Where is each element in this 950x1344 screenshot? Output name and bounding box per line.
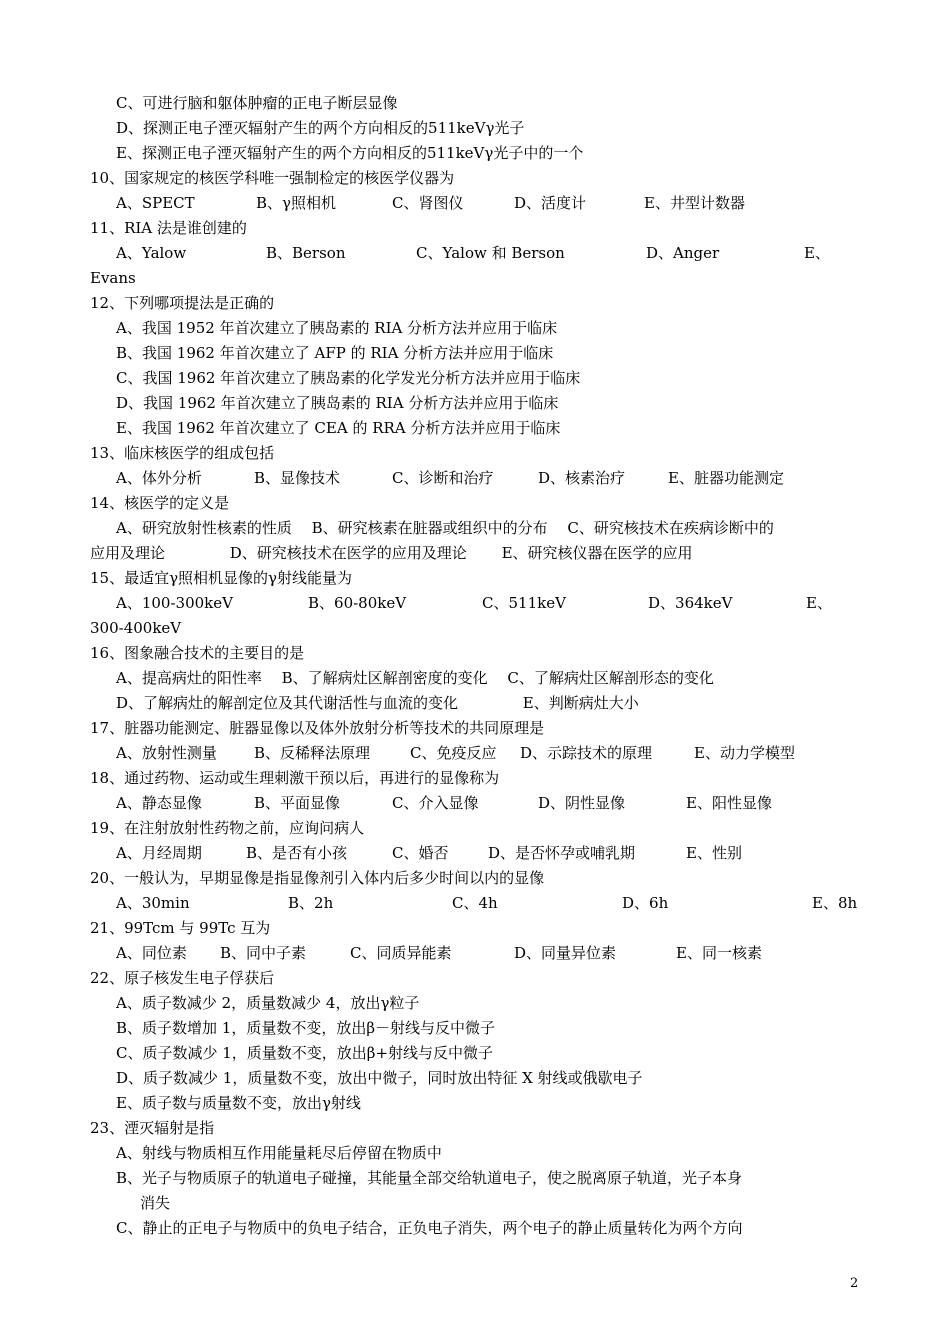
question-stem: 12、下列哪项提法是正确的	[90, 294, 275, 312]
option-row	[116, 841, 890, 866]
option-row	[116, 191, 890, 216]
question-stem: 21、99Tcm 与 99Tc 互为	[90, 919, 271, 937]
option-text: E、质子数与质量数不变，放出γ射线	[116, 1094, 361, 1112]
option-row	[116, 941, 890, 966]
option: C、婚否	[392, 844, 449, 862]
option: A、放射性测量	[116, 744, 217, 762]
option-text: C、我国 1962 年首次建立了胰岛素的化学发光分析方法并应用于临床	[116, 369, 581, 387]
option: B、Berson	[266, 244, 346, 262]
option: A、同位素	[116, 944, 187, 962]
question-stem: 17、脏器功能测定、脏器显像以及体外放射分析等技术的共同原理是	[90, 719, 545, 737]
option: E、脏器功能测定	[668, 469, 784, 487]
option-text: A、提高病灶的阳性率 B、了解病灶区解剖密度的变化 C、了解病灶区解剖形态的变化	[116, 669, 714, 687]
option-text: D、探测正电子湮灭辐射产生的两个方向相反的511keVγ光子	[116, 119, 525, 137]
option: B、显像技术	[254, 469, 341, 487]
option: E、井型计数器	[644, 194, 745, 212]
page-number: 2	[850, 1276, 859, 1291]
option-text: 300-400keV	[90, 619, 182, 637]
option: D、是否怀孕或哺乳期	[488, 844, 636, 862]
option: A、SPECT	[116, 194, 195, 212]
option: B、γ照相机	[256, 194, 336, 212]
option-text: 应用及理论 D、研究核技术在医学的应用及理论 E、研究核仪器在医学的应用	[90, 544, 693, 562]
option-text: C、质子数减少 1，质量数不变，放出β+射线与反中微子	[116, 1044, 494, 1062]
option-text: D、了解病灶的解剖定位及其代谢活性与血流的变化 E、判断病灶大小	[116, 694, 639, 712]
option: A、静态显像	[116, 794, 202, 812]
question-stem: 11、RIA 法是谁创建的	[90, 219, 247, 237]
option-row	[116, 741, 890, 766]
option-text: E、我国 1962 年首次建立了 CEA 的 RRA 分析方法并应用于临床	[116, 419, 561, 437]
option-row	[116, 466, 890, 491]
question-stem: 22、原子核发生电子俘获后	[90, 969, 275, 987]
question-stem: 16、图象融合技术的主要目的是	[90, 644, 305, 662]
option: B、60-80keV	[308, 594, 407, 612]
option: A、月经周期	[116, 844, 202, 862]
option-text: A、质子数减少 2，质量数减少 4，放出γ粒子	[116, 994, 420, 1012]
option: A、30min	[116, 894, 190, 912]
option: C、肾图仪	[392, 194, 464, 212]
question-stem: 10、国家规定的核医学科唯一强制检定的核医学仪器为	[90, 169, 455, 187]
option: D、阴性显像	[538, 794, 626, 812]
option-text: B、质子数增加 1，质量数不变，放出β－射线与反中微子	[116, 1019, 496, 1037]
question-stem: 23、湮灭辐射是指	[90, 1119, 215, 1137]
option: C、介入显像	[392, 794, 479, 812]
option: E、动力学模型	[694, 744, 795, 762]
option-text: Evans	[90, 269, 136, 287]
question-stem: 13、临床核医学的组成包括	[90, 444, 275, 462]
option: E、性别	[686, 844, 742, 862]
option: B、2h	[288, 894, 334, 912]
option: A、100-300keV	[116, 594, 233, 612]
option-text: B、光子与物质原子的轨道电子碰撞，其能量全部交给轨道电子，使之脱离原子轨道，光子本身	[116, 1169, 743, 1187]
option-text: A、研究放射性核素的性质 B、研究核素在脏器或组织中的分布 C、研究核技术在疾病诊断中的	[116, 519, 774, 537]
option: D、Anger	[646, 244, 720, 262]
option: E、	[804, 244, 830, 262]
option-text: A、我国 1952 年首次建立了胰岛素的 RIA 分析方法并应用于临床	[116, 319, 558, 337]
option: D、同量异位素	[514, 944, 617, 962]
option-row	[116, 891, 890, 916]
option-row	[116, 591, 890, 616]
option: D、364keV	[648, 594, 733, 612]
option-text: 消失	[140, 1194, 171, 1212]
option: C、511keV	[482, 594, 566, 612]
option: D、活度计	[514, 194, 587, 212]
option-text: D、质子数减少 1，质量数不变，放出中微子，同时放出特征 X 射线或俄歇电子	[116, 1069, 643, 1087]
question-stem: 14、核医学的定义是	[90, 494, 230, 512]
question-stem: 15、最适宜γ照相机显像的γ射线能量为	[90, 569, 353, 587]
option-text: B、我国 1962 年首次建立了 AFP 的 RIA 分析方法并应用于临床	[116, 344, 554, 362]
option: E、阳性显像	[686, 794, 772, 812]
option-row	[116, 791, 890, 816]
option: A、Yalow	[116, 244, 187, 262]
option: B、是否有小孩	[246, 844, 348, 862]
option-text: E、探测正电子湮灭辐射产生的两个方向相反的511keVγ光子中的一个	[116, 144, 584, 162]
option-text: A、射线与物质相互作用能量耗尽后停留在物质中	[116, 1144, 442, 1162]
option: C、免疫反应	[410, 744, 497, 762]
option: C、诊断和治疗	[392, 469, 494, 487]
option: B、同中子素	[220, 944, 307, 962]
option: D、6h	[622, 894, 669, 912]
option-row	[116, 241, 890, 266]
option-text: C、静止的正电子与物质中的负电子结合，正负电子消失，两个电子的静止质量转化为两个方向	[116, 1219, 743, 1237]
option: D、示踪技术的原理	[520, 744, 653, 762]
option: D、核素治疗	[538, 469, 626, 487]
option: E、8h	[812, 894, 858, 912]
option: B、平面显像	[254, 794, 341, 812]
option: E、同一核素	[676, 944, 762, 962]
option: C、Yalow 和 Berson	[416, 244, 565, 262]
option: E、	[806, 594, 832, 612]
option: B、反稀释法原理	[254, 744, 371, 762]
option: C、4h	[452, 894, 498, 912]
option-text: D、我国 1962 年首次建立了胰岛素的 RIA 分析方法并应用于临床	[116, 394, 559, 412]
question-stem: 20、一般认为，早期显像是指显像剂引入体内后多少时间以内的显像	[90, 869, 545, 887]
question-stem: 18、通过药物、运动或生理刺激干预以后，再进行的显像称为	[90, 769, 500, 787]
option-text: C、可进行脑和躯体肿瘤的正电子断层显像	[116, 94, 398, 112]
option: A、体外分析	[116, 469, 202, 487]
option: C、同质异能素	[350, 944, 452, 962]
question-stem: 19、在注射放射性药物之前，应询问病人	[90, 819, 365, 837]
